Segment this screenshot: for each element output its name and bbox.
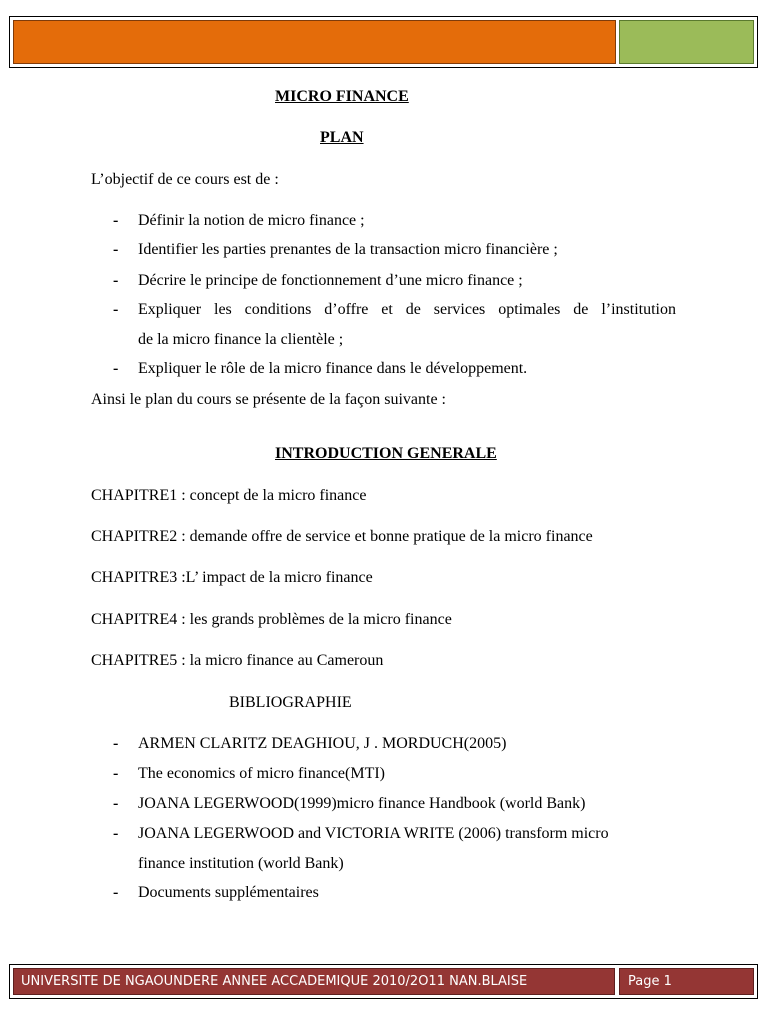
page-number: Page 1 [619, 968, 754, 995]
header-orange-band [13, 20, 616, 64]
bullet: - [113, 212, 119, 229]
footer-text: UNIVERSITE DE NGAOUNDERE ANNEE ACCADEMIQUE 2010/2O11 NAN.BLAISE [13, 968, 615, 995]
bibliography-item: JOANA LEGERWOOD and VICTORIA WRITE (2006) transform micro [138, 825, 609, 842]
bullet: - [113, 735, 119, 752]
bibliography-item: The economics of micro finance(MTI) [138, 765, 386, 782]
bullet: - [113, 795, 119, 812]
bullet: - [113, 272, 119, 289]
introduction-heading: INTRODUCTION GENERALE [275, 445, 497, 462]
objective-item: Expliquer le rôle de la micro finance dans le développement. [138, 360, 528, 377]
objective-item: Décrire le principe de fonctionnement d’une micro finance ; [138, 272, 523, 289]
chapter-item: CHAPITRE4 : les grands problèmes de la micro finance [91, 611, 452, 628]
objective-item: Expliquer les conditions d’offre et de services optimales de l’institution [138, 301, 676, 318]
bibliography-heading: BIBLIOGRAPHIE [229, 694, 352, 711]
bibliography-item: JOANA LEGERWOOD(1999)micro finance Handbook (world Bank) [138, 795, 586, 812]
header-green-band [619, 20, 754, 64]
bibliography-item: ARMEN CLARITZ DEAGHIOU, J . MORDUCH(2005) [138, 735, 507, 752]
objective-item-continuation: de la micro finance la clientèle ; [138, 331, 344, 348]
chapter-item: CHAPITRE1 : concept de la micro finance [91, 487, 367, 504]
bibliography-item-continuation: finance institution (world Bank) [138, 855, 344, 872]
chapter-item: CHAPITRE5 : la micro finance au Cameroun [91, 652, 384, 669]
bullet: - [113, 825, 119, 842]
plan-heading: PLAN [320, 129, 364, 146]
bullet: - [113, 884, 119, 901]
chapter-item: CHAPITRE3 :L’ impact de la micro finance [91, 569, 373, 586]
bullet: - [113, 360, 119, 377]
objective-item: Définir la notion de micro finance ; [138, 212, 365, 229]
objective-item: Identifier les parties prenantes de la transaction micro financière ; [138, 241, 558, 258]
document-title: MICRO FINANCE [275, 88, 409, 105]
bullet: - [113, 301, 119, 318]
bibliography-item: Documents supplémentaires [138, 884, 319, 901]
intro-text: L’objectif de ce cours est de : [91, 171, 279, 188]
chapter-item: CHAPITRE2 : demande offre de service et bonne pratique de la micro finance [91, 528, 593, 545]
plan-intro: Ainsi le plan du cours se présente de la façon suivante : [91, 391, 446, 408]
bullet: - [113, 241, 119, 258]
bullet: - [113, 765, 119, 782]
